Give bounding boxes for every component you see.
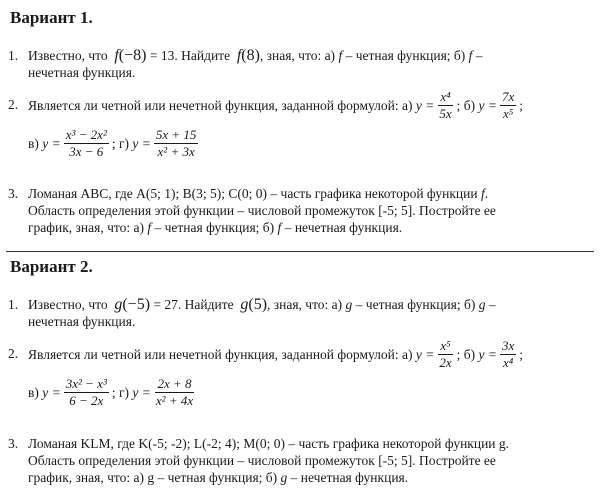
fraction-g (154, 377, 195, 408)
task-number: 2. (8, 97, 19, 112)
function-symbol: g (240, 296, 249, 313)
task-number: 3. (8, 186, 19, 201)
denominator: 6 − 2x (69, 392, 104, 408)
y-equals: y = (478, 346, 497, 362)
task-number: 1. (8, 297, 19, 312)
text: – (488, 297, 496, 312)
value: = 13 (146, 48, 175, 63)
text: , зная, что: а) (267, 297, 343, 312)
task-line (28, 185, 592, 202)
text: – четная функция; б) (355, 297, 476, 312)
denominator: 2x (439, 354, 452, 370)
fraction-b (500, 90, 516, 121)
text: ; б) (456, 346, 476, 362)
numerator: x⁵ (440, 337, 451, 353)
argument: (−5) (122, 296, 151, 313)
text: Известно, что (28, 297, 108, 312)
v1-task-1 (8, 47, 592, 81)
task-line: Ломаная KLM, где K(-5; -2); L(-2; 4); M(0; 0) – часть графика некоторой функции g. (28, 436, 510, 451)
text: ; г) (111, 384, 130, 400)
v1-task-2 (8, 88, 592, 160)
numerator: 5x + 15 (155, 126, 197, 142)
function-symbol: f (277, 220, 282, 235)
formula-line (28, 126, 592, 160)
value: = 27 (150, 297, 178, 312)
denominator: 3x − 6 (69, 143, 104, 159)
text: – четная функция; б) (345, 48, 466, 63)
function-symbol: f (468, 48, 473, 63)
y-equals: y = (42, 384, 61, 400)
text: . Найдите (174, 48, 231, 63)
text: график, зная, что: а) g – четная функция; б) (28, 470, 278, 485)
v1-task-3 (8, 185, 592, 236)
text: ; (519, 346, 524, 362)
text: Является ли четной или нечетной функция, заданной формулой: а) (28, 346, 413, 362)
argument: (5) (248, 296, 268, 313)
task-line: Область определения этой функции – числовой промежуток [-5; 5]. Постройте ее (28, 203, 496, 218)
task-line: нечетная функция. (28, 314, 136, 329)
text: в) (28, 135, 39, 151)
denominator: x² + 3x (157, 143, 195, 159)
argument: (8) (241, 47, 260, 64)
task-line (28, 469, 592, 486)
denominator: x⁴ (502, 354, 514, 370)
numerator: x⁴ (440, 88, 451, 104)
v2-task-3 (8, 435, 592, 486)
text: , зная, что: а) (259, 48, 336, 63)
fraction-b (500, 339, 516, 370)
text: ; б) (456, 97, 476, 113)
fraction-v (64, 377, 109, 408)
text: . (484, 186, 489, 201)
y-equals: y = (415, 97, 435, 113)
text: . Найдите (177, 297, 234, 312)
task-line: Область определения этой функции – числовой промежуток [-5; 5]. Постройте ее (28, 453, 496, 468)
text: ; г) (111, 135, 130, 151)
argument: (−8) (118, 47, 147, 64)
task-line (28, 219, 592, 236)
task-number: 2. (8, 346, 19, 361)
y-equals: y = (132, 384, 151, 400)
numerator: 3x (501, 337, 515, 353)
y-equals: y = (415, 346, 435, 362)
function-symbol: g (345, 297, 353, 312)
function-symbol: f (338, 48, 343, 63)
function-symbol: f (114, 47, 119, 64)
function-symbol: f (147, 220, 152, 235)
formula-line (28, 375, 592, 409)
numerator: 3x² − x³ (65, 375, 107, 391)
v2-task-2 (8, 337, 592, 409)
text: – (475, 48, 483, 63)
y-equals: y = (478, 97, 497, 113)
task-number: 1. (8, 48, 19, 63)
text: в) (28, 384, 39, 400)
fraction-a (437, 339, 453, 370)
fraction-g (154, 128, 199, 159)
numerator: 7x (501, 88, 515, 104)
formula-line (28, 88, 592, 122)
function-symbol: g (280, 470, 288, 485)
task-line (28, 47, 592, 64)
variant-2-title: Вариант 2. (10, 257, 93, 276)
formula-line (28, 337, 592, 371)
variant-divider (6, 251, 594, 252)
fraction-v (64, 128, 109, 159)
function-symbol: f (236, 47, 242, 64)
v2-task-1 (8, 296, 592, 330)
text: – нечетная функция. (290, 470, 409, 485)
denominator: 5x (439, 105, 452, 121)
function-symbol: g (478, 297, 486, 312)
task-line: нечетная функция. (28, 65, 136, 80)
denominator: x² + 4x (155, 392, 194, 408)
function-symbol: g (114, 296, 123, 313)
text: – нечетная функция. (284, 220, 403, 235)
task-line (28, 296, 592, 313)
task-number: 3. (8, 436, 19, 451)
text: Является ли четной или нечетной функция, заданной формулой: а) (28, 97, 413, 113)
text: Известно, что (28, 48, 108, 63)
function-symbol: f (480, 186, 485, 201)
text: ; (519, 97, 524, 113)
text: Ломаная ABC, где A(5; 1); B(3; 5); C(0; 0) – часть графика некоторой функции (28, 186, 478, 201)
numerator: x³ − 2x² (65, 126, 107, 142)
y-equals: y = (132, 135, 151, 151)
y-equals: y = (42, 135, 61, 151)
denominator: x⁵ (502, 105, 514, 121)
text: – четная функция; б) (154, 220, 275, 235)
numerator: 2x + 8 (157, 375, 192, 391)
text: график, зная, что: а) (28, 220, 144, 235)
variant-1-title: Вариант 1. (10, 8, 93, 27)
fraction-a (437, 90, 453, 121)
